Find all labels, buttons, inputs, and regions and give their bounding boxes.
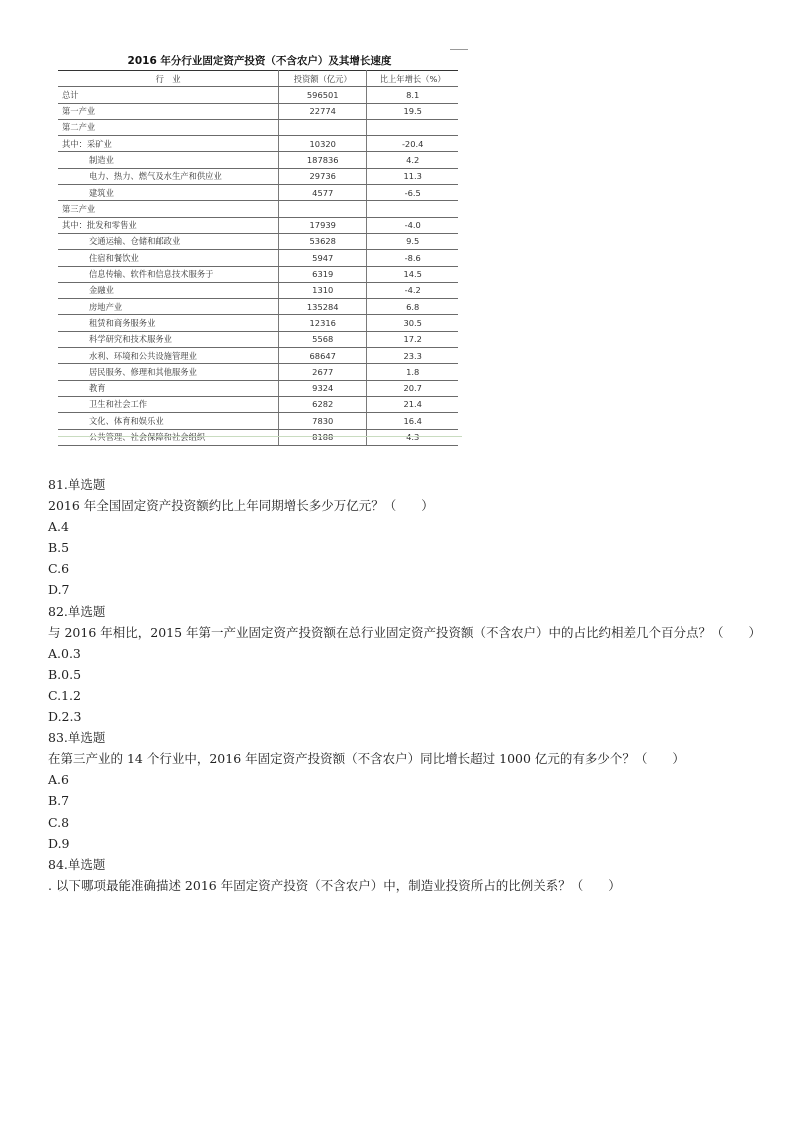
growth-cell: -6.5 bbox=[367, 185, 458, 201]
table-row bbox=[58, 282, 458, 298]
investment-cell: 29736 bbox=[279, 168, 367, 184]
answer-option[interactable]: A.6 bbox=[48, 772, 69, 788]
table-header-row bbox=[58, 71, 458, 87]
growth-cell: 6.8 bbox=[367, 299, 458, 315]
investment-cell: 10320 bbox=[279, 136, 367, 152]
industry-cell: 租赁和商务服务业 bbox=[58, 315, 279, 331]
industry-cell: 水利、环境和公共设施管理业 bbox=[58, 348, 279, 364]
growth-cell: 21.4 bbox=[367, 396, 458, 412]
industry-cell: 第一产业 bbox=[58, 103, 279, 119]
investment-cell: 8188 bbox=[279, 429, 367, 445]
table-bottom-rule bbox=[58, 436, 462, 437]
investment-cell: 5568 bbox=[279, 331, 367, 347]
question-stem: 与 2016 年相比，2015 年第一产业固定资产投资额在总行业固定资产投资额（不含农户）中的占比约相差几个百分点？（ ） bbox=[48, 624, 762, 640]
table-row bbox=[58, 217, 458, 233]
investment-table bbox=[58, 70, 458, 446]
growth-cell: 19.5 bbox=[367, 103, 458, 119]
table-row bbox=[58, 168, 458, 184]
table-row bbox=[58, 413, 458, 429]
growth-cell: 11.3 bbox=[367, 168, 458, 184]
investment-cell: 53628 bbox=[279, 233, 367, 249]
table-row bbox=[58, 87, 458, 103]
industry-cell: 金融业 bbox=[58, 282, 279, 298]
growth-cell: 8.1 bbox=[367, 87, 458, 103]
table-row bbox=[58, 136, 458, 152]
answer-option[interactable]: C.8 bbox=[48, 814, 70, 830]
answer-option[interactable]: B.0.5 bbox=[48, 666, 82, 682]
industry-cell: 卫生和社会工作 bbox=[58, 396, 279, 412]
investment-cell: 12316 bbox=[279, 315, 367, 331]
question-stem: 2016 年全国固定资产投资额约比上年同期增长多少万亿元？（ ） bbox=[48, 498, 434, 514]
industry-cell: 建筑业 bbox=[58, 185, 279, 201]
table-row bbox=[58, 103, 458, 119]
industry-cell: 住宿和餐饮业 bbox=[58, 250, 279, 266]
growth-cell: 20.7 bbox=[367, 380, 458, 396]
table-row bbox=[58, 152, 458, 168]
question-stem: . 以下哪项最能准确描述 2016 年固定资产投资（不含农户）中，制造业投资所占的比例关系？（ ） bbox=[48, 877, 621, 893]
question-header: 84.单选题 bbox=[48, 856, 106, 872]
answer-option[interactable]: D.2.3 bbox=[48, 709, 82, 725]
industry-cell: 信息传输、软件和信息技术服务于 bbox=[58, 266, 279, 282]
investment-cell: 135284 bbox=[279, 299, 367, 315]
corner-mark bbox=[450, 49, 468, 50]
industry-cell: 第二产业 bbox=[58, 119, 279, 135]
answer-option[interactable]: B.7 bbox=[48, 793, 70, 809]
table-row bbox=[58, 201, 458, 217]
answer-option[interactable]: B.5 bbox=[48, 540, 70, 556]
question-list bbox=[48, 474, 768, 896]
industry-cell: 房地产业 bbox=[58, 299, 279, 315]
investment-cell: 17939 bbox=[279, 217, 367, 233]
answer-option[interactable]: C.1.2 bbox=[48, 687, 81, 703]
industry-cell: 第三产业 bbox=[58, 201, 279, 217]
table-row bbox=[58, 299, 458, 315]
table-row bbox=[58, 315, 458, 331]
growth-cell: 30.5 bbox=[367, 315, 458, 331]
table-row bbox=[58, 429, 458, 445]
growth-cell: 4.3 bbox=[367, 429, 458, 445]
investment-cell: 2677 bbox=[279, 364, 367, 380]
table-title: 2016 年分行业固定资产投资（不含农户）及其增长速度 bbox=[127, 55, 392, 67]
table-row bbox=[58, 348, 458, 364]
investment-cell bbox=[279, 201, 367, 217]
investment-cell: 22774 bbox=[279, 103, 367, 119]
answer-option[interactable]: A.0.3 bbox=[48, 645, 81, 661]
table-row bbox=[58, 364, 458, 380]
investment-cell: 68647 bbox=[279, 348, 367, 364]
industry-cell: 交通运输、仓储和邮政业 bbox=[58, 233, 279, 249]
column-header-industry: 行 业 bbox=[58, 71, 279, 87]
industry-cell: 教育 bbox=[58, 380, 279, 396]
table-row bbox=[58, 185, 458, 201]
table-row bbox=[58, 396, 458, 412]
growth-cell: 23.3 bbox=[367, 348, 458, 364]
growth-cell: -20.4 bbox=[367, 136, 458, 152]
industry-cell: 公共管理、社会保障和社会组织 bbox=[58, 429, 279, 445]
column-header-growth: 比上年增长（%） bbox=[367, 71, 458, 87]
column-header-investment: 投资额（亿元） bbox=[279, 71, 367, 87]
investment-cell: 596501 bbox=[279, 87, 367, 103]
growth-cell bbox=[367, 201, 458, 217]
table-row bbox=[58, 266, 458, 282]
industry-cell: 科学研究和技术服务业 bbox=[58, 331, 279, 347]
question-header: 82.单选题 bbox=[48, 603, 106, 619]
investment-cell: 9324 bbox=[279, 380, 367, 396]
statistics-table-image bbox=[52, 40, 467, 445]
industry-cell: 文化、体育和娱乐业 bbox=[58, 413, 279, 429]
investment-cell: 5947 bbox=[279, 250, 367, 266]
investment-cell: 187836 bbox=[279, 152, 367, 168]
growth-cell bbox=[367, 119, 458, 135]
table-body bbox=[58, 87, 458, 446]
growth-cell: 4.2 bbox=[367, 152, 458, 168]
investment-cell: 7830 bbox=[279, 413, 367, 429]
investment-cell: 6319 bbox=[279, 266, 367, 282]
investment-cell: 6282 bbox=[279, 396, 367, 412]
answer-option[interactable]: A.4 bbox=[48, 519, 69, 535]
question-header: 83.单选题 bbox=[48, 730, 106, 746]
growth-cell: 14.5 bbox=[367, 266, 458, 282]
industry-cell: 其中：批发和零售业 bbox=[58, 217, 279, 233]
growth-cell: -4.0 bbox=[367, 217, 458, 233]
industry-cell: 制造业 bbox=[58, 152, 279, 168]
question-stem: 在第三产业的 14 个行业中，2016 年固定资产投资额（不含农户）同比增长超过 1000 亿元的有多少个？（ ） bbox=[48, 751, 685, 767]
table-row bbox=[58, 233, 458, 249]
answer-option[interactable]: D.7 bbox=[48, 582, 70, 598]
growth-cell: 17.2 bbox=[367, 331, 458, 347]
table-row bbox=[58, 250, 458, 266]
growth-cell: -8.6 bbox=[367, 250, 458, 266]
industry-cell: 总计 bbox=[58, 87, 279, 103]
growth-cell: 16.4 bbox=[367, 413, 458, 429]
investment-cell: 1310 bbox=[279, 282, 367, 298]
industry-cell: 居民服务、修理和其他服务业 bbox=[58, 364, 279, 380]
growth-cell: -4.2 bbox=[367, 282, 458, 298]
growth-cell: 1.8 bbox=[367, 364, 458, 380]
investment-cell bbox=[279, 119, 367, 135]
question-header: 81.单选题 bbox=[48, 477, 106, 492]
table-row bbox=[58, 119, 458, 135]
table-row bbox=[58, 380, 458, 396]
answer-option[interactable]: C.6 bbox=[48, 561, 70, 577]
industry-cell: 电力、热力、燃气及水生产和供应业 bbox=[58, 168, 279, 184]
industry-cell: 其中：采矿业 bbox=[58, 136, 279, 152]
investment-cell: 4577 bbox=[279, 185, 367, 201]
answer-option[interactable]: D.9 bbox=[48, 835, 70, 851]
growth-cell: 9.5 bbox=[367, 233, 458, 249]
table-row bbox=[58, 331, 458, 347]
